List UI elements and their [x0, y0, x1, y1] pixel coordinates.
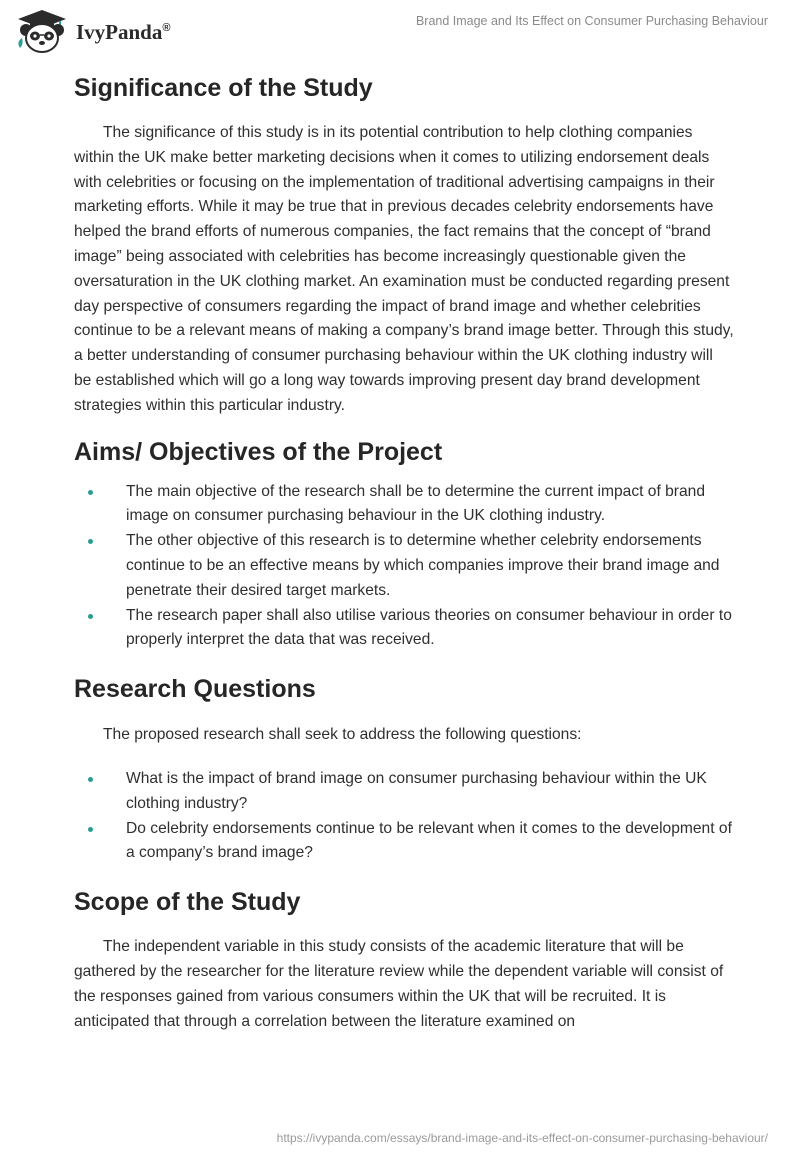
- ivypanda-logo[interactable]: [14, 8, 170, 54]
- aims-list: [74, 480, 734, 654]
- brand-name: IvyPanda®: [76, 19, 171, 44]
- list-item: The research paper shall also utilise various theories on consumer behaviour in order to properly interpret the data that was received.: [74, 604, 734, 654]
- panda-graduate-icon: [14, 8, 70, 54]
- list-item: The other objective of this research is to determine whether celebrity endorsements continue to be an effective means by which companies improve their brand image and penetrate their desired target markets.: [74, 529, 734, 603]
- bullet-icon: [88, 539, 93, 544]
- section-heading-scope: Scope of the Study: [74, 888, 301, 917]
- scope-paragraph: The independent variable in this study consists of the academic literature that will be gathered by the researcher for the literature review while the dependent variable will consist of the responses gained from various consumers within the UK that will be recruited. It is anticipated that through a correlation between the literature examined on: [74, 938, 724, 1030]
- bullet-icon: [88, 490, 93, 495]
- bullet-icon: [88, 827, 93, 832]
- article-body: [74, 72, 734, 1034]
- section-heading-significance: Significance of the Study: [74, 74, 373, 102]
- bullet-icon: [88, 777, 93, 782]
- list-item: What is the impact of brand image on consumer purchasing behaviour within the UK clothing industry?: [74, 767, 734, 817]
- questions-list: [74, 767, 734, 866]
- page-header: [0, 0, 800, 60]
- section-heading-questions: Research Questions: [74, 675, 316, 704]
- significance-paragraph: The significance of this study is in its potential contribution to help clothing companies within the UK make better marketing decisions when it comes to utilizing endorsement deals with celebrities or focusing on the implementation of traditional advertising campaigns in their marketing efforts. While it may be true that in previous decades celebrity endorsements have helped the brand efforts of numerous companies, the fact remains that the concept of “brand image” being associated with celebrities has become increasingly questionable given the oversaturation in the UK clothing market. An examination must be conducted regarding present day perspective of consumers regarding the impact of brand image and whether celebrities continue to be a relevant means of making a company’s brand image better. Through this study, a better understanding of consumer purchasing behaviour within the UK clothing industry will be established which will go a long way towards improving present day brand development strategies within this particular industry.: [74, 124, 734, 414]
- bullet-icon: [88, 614, 93, 619]
- questions-intro: The proposed research shall seek to address the following questions:: [103, 726, 582, 744]
- document-title: Brand Image and Its Effect on Consumer Purchasing Behaviour: [415, 14, 768, 28]
- list-item: The main objective of the research shall be to determine the current impact of brand image on consumer purchasing behaviour in the UK clothing industry.: [74, 480, 734, 530]
- list-item: Do celebrity endorsements continue to be relevant when it comes to the development of a company’s brand image?: [74, 817, 734, 867]
- source-url-link[interactable]: https://ivypanda.com/essays/brand-image-and-its-effect-on-consumer-purchasing-behaviour/: [276, 1131, 768, 1145]
- section-heading-aims: Aims/ Objectives of the Project: [74, 437, 443, 466]
